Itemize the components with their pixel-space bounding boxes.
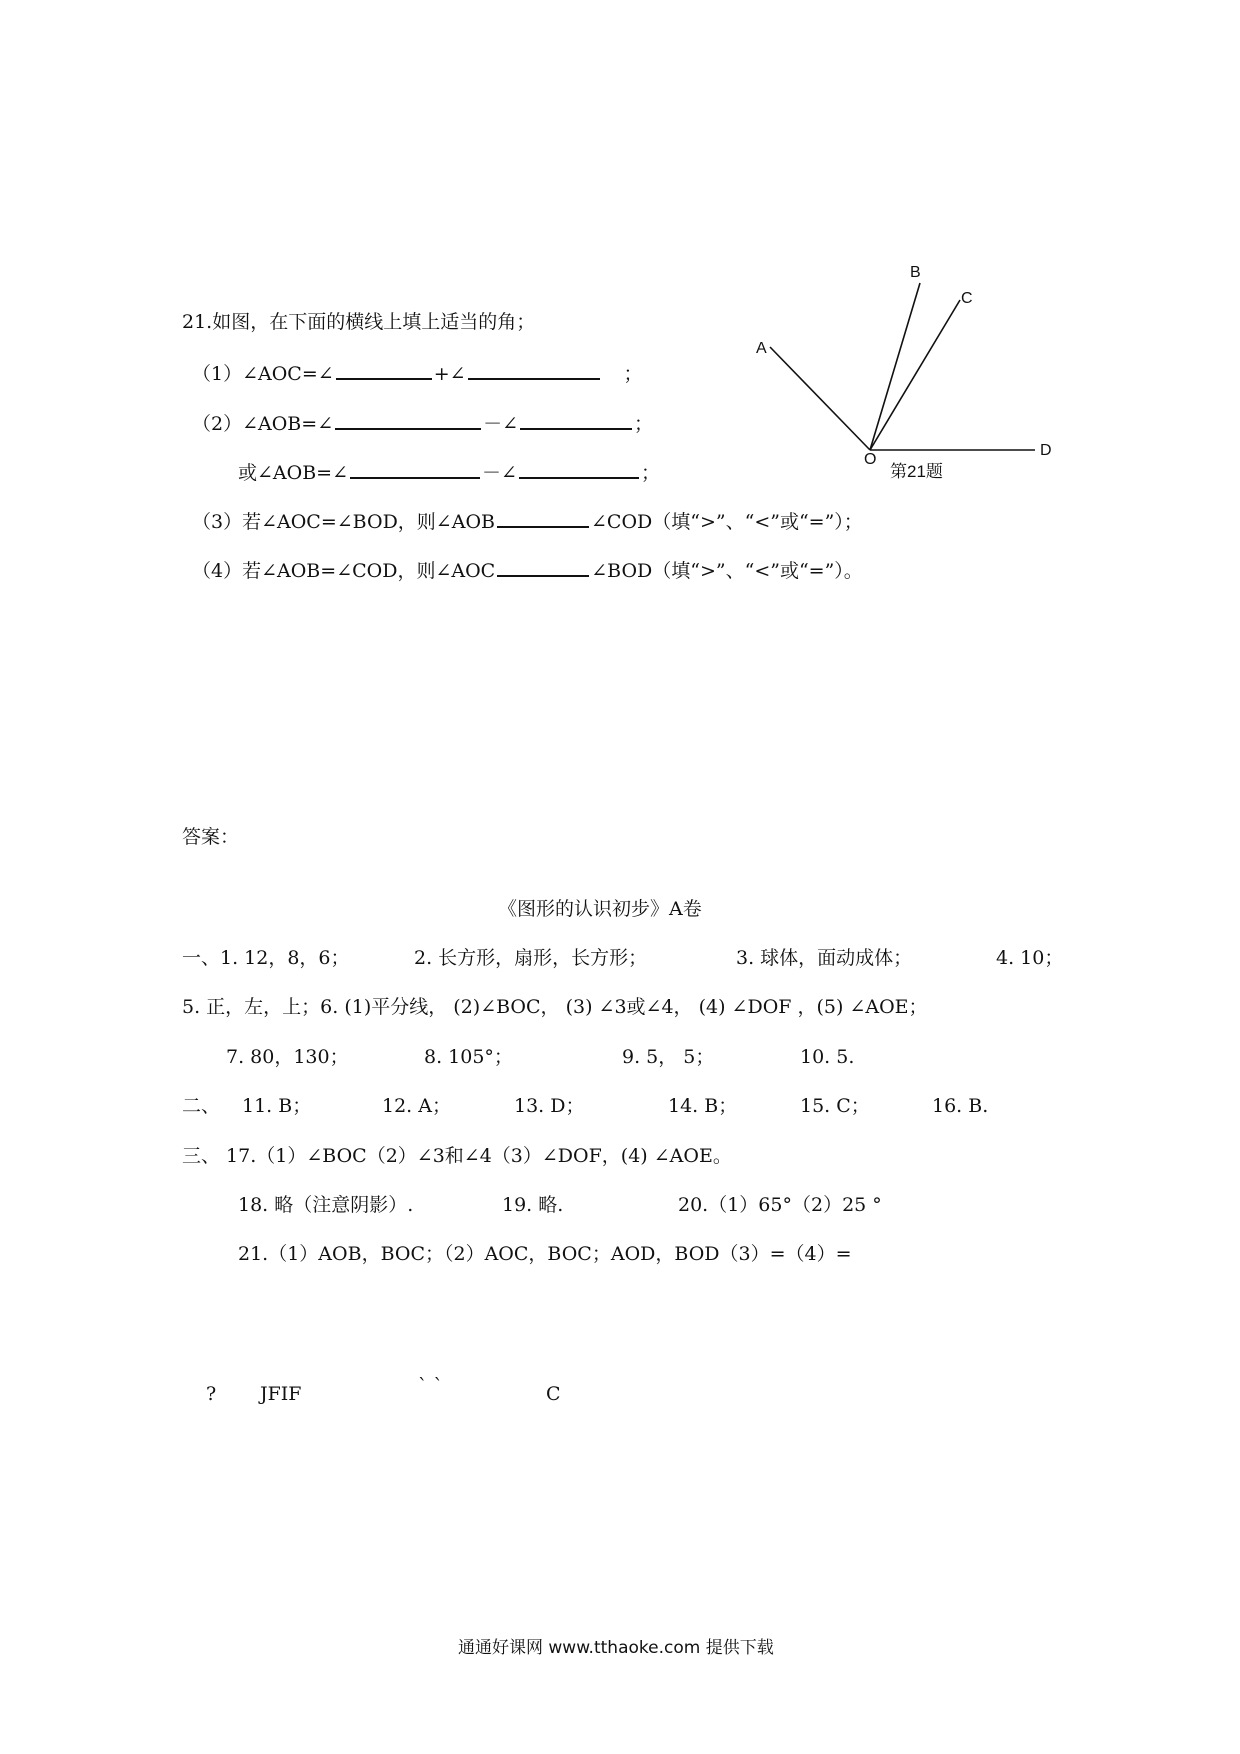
part-1-prefix: （1）∠AOC=∠ [192, 363, 334, 385]
ray-OB [870, 283, 920, 450]
part-4-prefix: （4）若∠AOB=∠COD，则∠AOC [192, 560, 496, 582]
blank-2b [520, 410, 632, 430]
answer-row-5: 三、 17.（1）∠BOC（2）∠3和∠4（3）∠DOF，(4) ∠AOE。 [182, 1145, 732, 1167]
answer-row-1-item-2: 2. 长方形，扇形，长方形； [414, 947, 648, 969]
answers-heading: 答案： [182, 826, 240, 848]
blank-4 [497, 557, 589, 577]
part-4-suffix: ∠BOD（填“>”、“<”或“=”）。 [591, 560, 863, 582]
answer-row-1-item-3: 3. 球体，面动成体； [736, 947, 913, 969]
artifact-c: C [546, 1383, 561, 1405]
answer-row-4-label: 二、 [182, 1095, 221, 1117]
answer-row-3-item-3: 9. 5， 5； [622, 1046, 715, 1068]
label-O: O [864, 451, 877, 468]
angle-figure [740, 255, 1070, 485]
blank-2a [335, 410, 481, 430]
artifact-question-mark: ? [206, 1383, 217, 1405]
page-footer: 通通好课网 www.tthaoke.com 提供下载 [458, 1638, 774, 1658]
blank-1b [468, 360, 600, 380]
artifact-jfif: JFIF [260, 1383, 302, 1405]
question-part-1 [192, 360, 643, 386]
answer-row-1-item-1: 一、1. 12，8，6； [182, 947, 350, 969]
answer-row-4-item-1: 11. B； [242, 1095, 312, 1117]
answer-row-2: 5. 正，左，上；6. (1)平分线， (2)∠BOC， (3) ∠3或∠4， (4) ∠DOF ，(5) ∠AOE； [182, 996, 928, 1018]
answer-row-4-item-4: 14. B； [668, 1095, 738, 1117]
part-1-end: ； [623, 363, 643, 385]
part-2-alt-mid: －∠ [482, 462, 517, 484]
part-2-end: ； [634, 413, 654, 435]
answer-row-3-item-2: 8. 105°； [424, 1046, 513, 1068]
part-2-prefix: （2）∠AOB=∠ [192, 413, 334, 435]
part-1-mid: +∠ [433, 363, 466, 385]
answer-row-4-item-2: 12. A； [382, 1095, 451, 1117]
answer-row-6-item-1: 18. 略（注意阴影）. [238, 1194, 414, 1216]
ray-OC [870, 300, 960, 450]
blank-2d [519, 459, 639, 479]
part-3-suffix: ∠COD（填“>”、“<”或“=”）； [591, 511, 863, 533]
question-title: 21.如图，在下面的横线上填上适当的角； [182, 311, 536, 333]
answer-row-6-item-3: 20.（1）65°（2）25 ° [678, 1194, 882, 1216]
question-part-2 [192, 410, 653, 436]
blank-1a [336, 360, 432, 380]
figure-caption: 第21题 [890, 462, 943, 481]
answer-row-6-item-2: 19. 略. [502, 1194, 564, 1216]
answer-row-4-item-5: 15. C； [800, 1095, 870, 1117]
label-A: A [756, 340, 767, 357]
artifact-backticks: ` ` [418, 1375, 444, 1397]
part-3-prefix: （3）若∠AOC=∠BOD，则∠AOB [192, 511, 495, 533]
ray-OA [770, 347, 870, 450]
question-part-4 [192, 557, 863, 583]
label-B: B [910, 264, 921, 281]
part-2-alt-end: ； [640, 462, 660, 484]
answer-row-7: 21.（1）AOB，BOC；（2）AOC，BOC；AOD，BOD（3）=（4）= [238, 1243, 852, 1265]
part-2-mid: －∠ [483, 413, 519, 435]
answer-row-3-item-4: 10. 5. [800, 1046, 855, 1068]
part-2-alt-prefix: 或∠AOB=∠ [238, 462, 349, 484]
blank-2c [350, 459, 480, 479]
answer-row-4-item-6: 16. B. [932, 1095, 989, 1117]
blank-3 [497, 508, 589, 528]
answer-row-4-item-3: 13. D； [514, 1095, 585, 1117]
answer-row-1-item-4: 4. 10； [996, 947, 1064, 969]
label-C: C [961, 290, 973, 307]
question-part-2-alt [238, 459, 660, 485]
question-part-3 [192, 508, 863, 534]
answer-row-3-item-1: 7. 80，130； [226, 1046, 349, 1068]
label-D: D [1040, 442, 1052, 459]
answers-subtitle: 《图形的认识初步》A卷 [498, 898, 702, 920]
